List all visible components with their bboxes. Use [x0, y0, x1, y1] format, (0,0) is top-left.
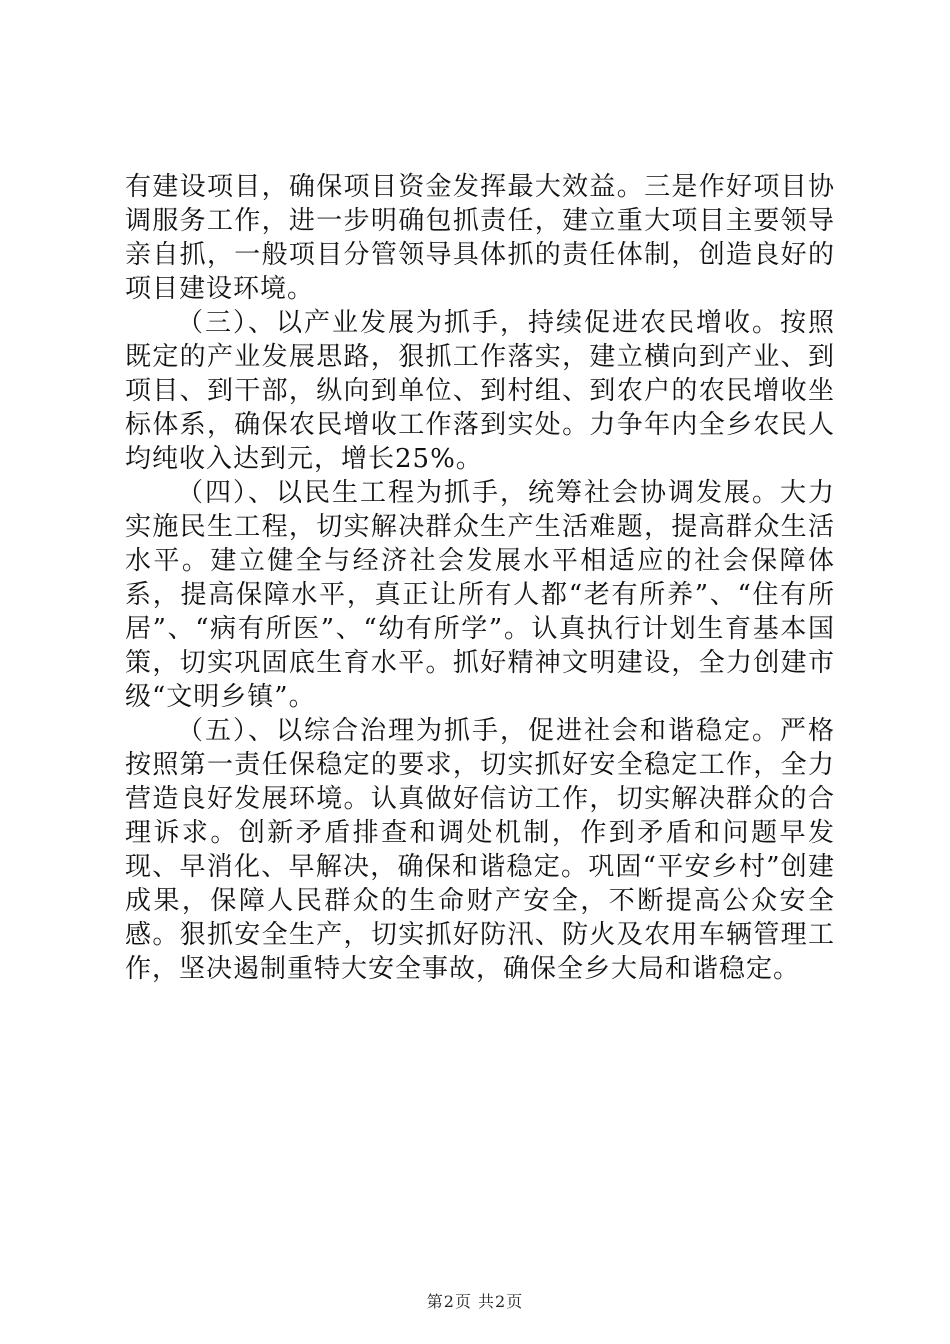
paragraph-1: 有建设项目，确保项目资金发挥最大效益。三是作好项目协调服务工作，进一步明确包抓责任，建立重大项目主要领导亲自抓，一般项目分管领导具体抓的责任体制，创造良好的项目建设环境。 — [125, 172, 835, 304]
page-footer — [0, 1292, 950, 1312]
paragraph-2: （三）、以产业发展为抓手，持续促进农民增收。按照既定的产业发展思路，狠抓工作落实，建立横向到产业、到项目、到干部，纵向到单位、到村组、到农户的农民增收坐标体系，确保农民增收工作落到实处。力争年内全乡农民人均纯收入达到元，增长25%。 — [125, 308, 835, 474]
paragraph-3: （四）、以民生工程为抓手，统筹社会协调发展。大力实施民生工程，切实解决群众生产生活难题，提高群众生活水平。建立健全与经济社会发展水平相适应的社会保障体系，提高保障水平，真正让所有人都“老有所养”、“住有所居”、“病有所医”、“幼有所学”。认真执行计划生育基本国策，切实巩固底生育水平。抓好精神文明建设，全力创建市级“文明乡镇”。 — [125, 478, 835, 712]
paragraph-4: （五）、以综合治理为抓手，促进社会和谐稳定。严格按照第一责任保稳定的要求，切实抓好安全稳定工作，全力营造良好发展环境。认真做好信访工作，切实解决群众的合理诉求。创新矛盾排查和调处机制，作到矛盾和问题早发现、早消化、早解决，确保和谐稳定。巩固“平安乡村”创建成果，保障人民群众的生命财产安全，不断提高公众安全感。狠抓安全生产，切实抓好防汛、防火及农用车辆管理工作，坚决遏制重特大安全事故，确保全乡大局和谐稳定。 — [125, 716, 835, 984]
page-number-label: 第2页 共2页 — [426, 1292, 524, 1311]
document-body — [125, 170, 835, 986]
